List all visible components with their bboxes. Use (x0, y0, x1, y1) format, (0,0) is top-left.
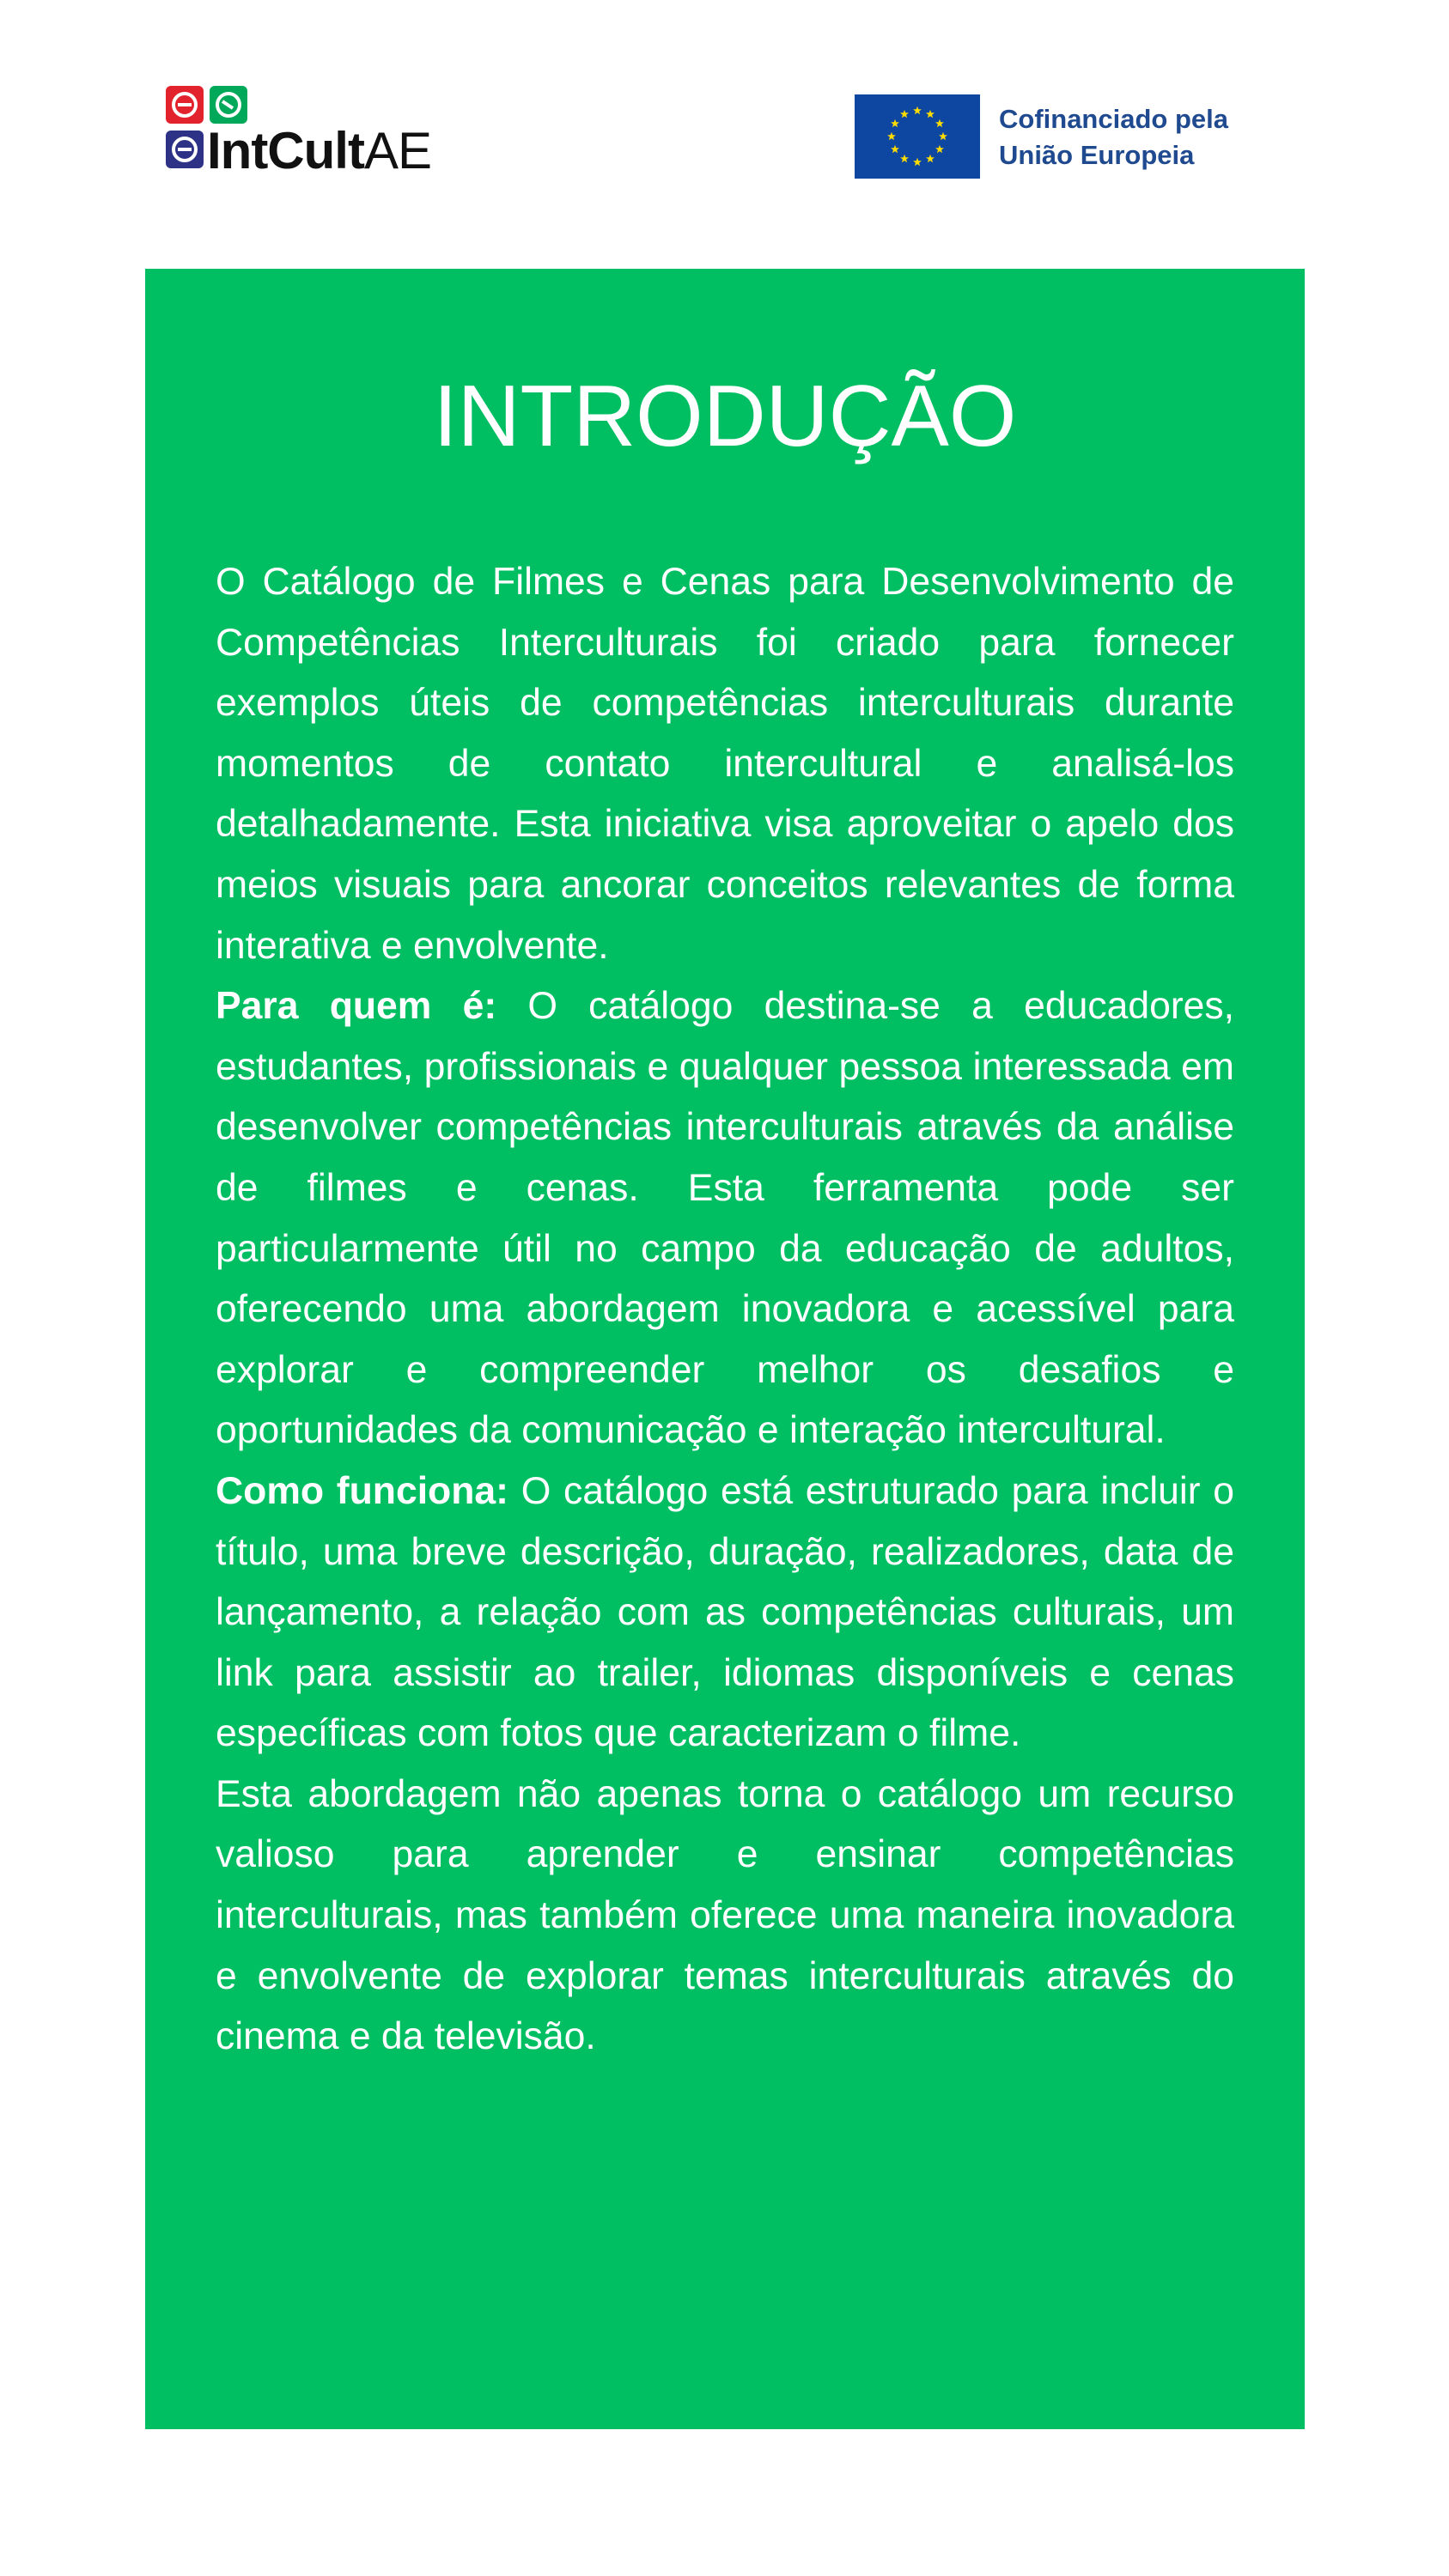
intcultae-logo (166, 86, 431, 180)
paragraph-overview (216, 552, 1234, 976)
paragraph-how-it-works-text: O catálogo está estruturado para incluir o título, uma breve descrição, duração, realizadores, data de lançamento, a relação com as competências culturais, um link para assistir ao trailer, idiomas disponíveis e cenas específicas com fotos que caracterizam o filme. (216, 1469, 1235, 1755)
eu-text-line1: Cofinanciado pela (999, 104, 1228, 134)
paragraph-conclusion-text: Esta abordagem não apenas torna o catálogo um recurso valioso para aprender e ensinar competências interculturais, mas também oferece uma maneira inovadora e envolvente de explorar temas interculturais através do cinema e da televisão. (216, 1772, 1234, 2058)
svg-text:IntCultAE (207, 122, 431, 179)
paragraph-how-it-works-label: Como funciona: (216, 1469, 521, 1512)
paragraph-audience-text: O catálogo destina-se a educadores, estudantes, profissionais e qualquer pessoa interessada em desenvolver competências interculturais através da análise de filmes e cenas. Esta ferramenta pode ser particularmente útil no campo da educação de adultos, oferecendo uma abordagem inovadora e acessível para explorar e compreender melhor os desafios e oportunidades da comunicação e interação intercultural. (216, 985, 1235, 1452)
logo-text-light: AE (363, 122, 431, 179)
eu-cofunding-text (999, 101, 1291, 173)
eu-text-line2: União Europeia (999, 140, 1195, 170)
paragraph-conclusion (216, 1765, 1234, 2068)
paragraph-how-it-works (216, 1461, 1234, 1765)
paragraph-overview-text: O Catálogo de Filmes e Cenas para Desenvolvimento de Competências Interculturais foi criado para fornecer exemplos úteis de competências interculturais durante momentos de contato intercultural e analisá-los detalhadamente. Esta iniciativa visa aproveitar o apelo dos meios visuais para ancorar conceitos relevantes de forma interativa e envolvente. (216, 561, 1234, 967)
page-title: INTRODUÇÃO (433, 368, 1017, 465)
paragraph-audience (216, 976, 1234, 1461)
eu-cofunding-logo (855, 94, 1301, 180)
page-header (0, 0, 1449, 258)
introduction-panel (145, 269, 1305, 2429)
eu-flag-icon (855, 94, 980, 179)
introduction-body (216, 552, 1234, 2068)
logo-text-bold: IntCult (207, 122, 364, 179)
paragraph-audience-label: Para quem é: (216, 985, 528, 1028)
